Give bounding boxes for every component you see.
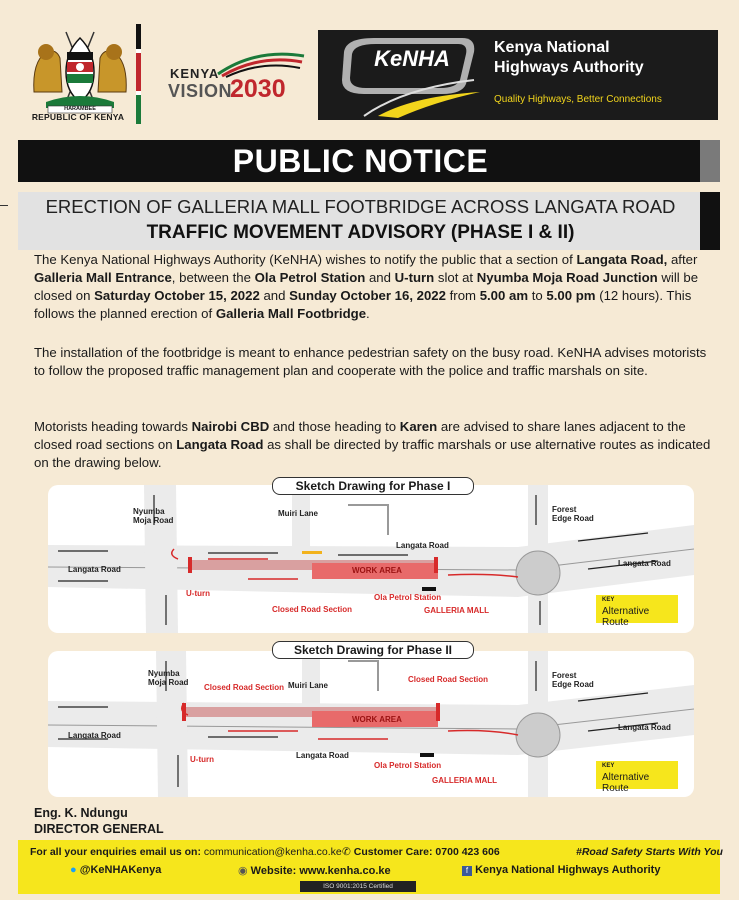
coat-motto: HARAMBEE xyxy=(64,106,96,112)
s2-galleria: GALLERIA MALL xyxy=(432,776,498,785)
s2-nyumba: Nyumba Moja Road xyxy=(148,669,189,687)
s2-muiri-lane: Muiri Lane xyxy=(288,681,329,690)
paragraph-closure xyxy=(34,251,714,323)
kenha-name xyxy=(494,38,714,78)
s2-langata-mid: Langata Road xyxy=(296,751,349,760)
footer-customer-care xyxy=(342,846,500,858)
vision-year: 2030 xyxy=(230,75,286,103)
s1-key xyxy=(596,595,678,628)
p1-run: Nyumba Moja Road Junction xyxy=(476,270,658,285)
kenha-name-line1: Kenya National xyxy=(494,39,610,56)
p3-run: are advised to share lanes adjacent to the closed road sections on xyxy=(34,419,686,452)
vision-kenya: KENYA xyxy=(170,66,220,81)
footer-customer-care-text: Customer Care: 0700 423 606 xyxy=(353,846,500,858)
p3-run: Nairobi CBD xyxy=(191,419,270,434)
p1-run: will be closed on xyxy=(34,270,699,303)
footer-twitter-handle: @KeNHAKenya xyxy=(79,864,162,876)
p1-run: 5.00 pm xyxy=(546,288,596,303)
s1-forest: Forest Edge Road xyxy=(552,505,594,523)
p1-run: after xyxy=(667,252,698,267)
notice-advisory: TRAFFIC MOVEMENT ADVISORY (PHASE I & II) xyxy=(146,222,575,243)
p1-run: Saturday October 15, 2022 xyxy=(94,288,260,303)
kenha-tagline: Quality Highways, Better Connections xyxy=(494,94,662,105)
p3-run: Motorists heading towards xyxy=(34,419,192,434)
s1-langata-right: Langata Road xyxy=(618,559,671,568)
p1-run: The Kenya National Highways Authority (KeNHA) wishes to notify the public that a section of xyxy=(34,252,577,267)
coat-caption: REPUBLIC OF KENYA xyxy=(31,112,125,122)
footer-website-text: Website: www.kenha.co.ke xyxy=(250,865,391,877)
vision-2030-logo xyxy=(168,44,308,104)
s1-work-area: WORK AREA xyxy=(352,566,402,575)
s1-galleria: GALLERIA MALL xyxy=(424,606,490,615)
kenha-logo-text: KeNHA xyxy=(374,46,450,71)
signatory-name: Eng. K. Ndungu xyxy=(34,806,128,820)
p1-run: Langata Road, xyxy=(576,252,668,267)
p1-run: 5.00 am xyxy=(479,288,529,303)
p1-run: U-turn xyxy=(394,270,435,285)
sketch-phase-2-label: Sketch Drawing for Phase II xyxy=(272,641,474,659)
p1-run: and xyxy=(365,270,395,285)
footer-hashtag xyxy=(576,846,723,858)
p1-run: to xyxy=(528,288,547,303)
footer-website[interactable] xyxy=(238,864,391,877)
s2-closed-right: Closed Road Section xyxy=(408,675,489,684)
p1-run: Galleria Mall Footbridge xyxy=(215,306,367,321)
s2-ola: Ola Petrol Station xyxy=(374,761,442,770)
kenha-logo xyxy=(334,32,484,118)
footer-email-link[interactable]: communication@kenha.co.ke xyxy=(203,846,342,858)
paragraph-safety: The installation of the footbridge is meant to enhance pedestrian safety on the busy road. KeNHA advises motorists to follow the proposed traffic management plan and cooperate with the police and traffic marshals on site. xyxy=(34,345,707,378)
iso-badge: ISO 9001:2015 Certified xyxy=(300,881,416,892)
sketch-phase-2 xyxy=(48,651,694,797)
s2-closed-left: Closed Road Section xyxy=(204,683,285,692)
footer-enquiries xyxy=(30,846,342,858)
notice-subtitle: ERECTION OF GALLERIA MALL FOOTBRIDGE ACROSS LANGATA ROAD xyxy=(45,196,676,217)
phone-icon: ✆ xyxy=(342,846,351,858)
p3-run: Langata Road xyxy=(176,437,264,452)
facebook-icon: f xyxy=(462,866,472,876)
p1-run: slot at xyxy=(434,270,477,285)
s2-langata-left: Langata Road xyxy=(68,731,121,740)
flag-stripe xyxy=(136,24,141,124)
coat-of-arms xyxy=(26,22,134,126)
footer-facebook-text: Kenya National Highways Authority xyxy=(475,864,661,876)
s1-uturn: U-turn xyxy=(186,589,210,598)
paragraph-motorists xyxy=(34,418,714,472)
p1-run: . xyxy=(366,306,370,321)
p1-run: Galleria Mall Entrance xyxy=(34,270,172,285)
sketch-phase-1-label: Sketch Drawing for Phase I xyxy=(272,477,474,495)
p3-run: and those heading to xyxy=(269,419,400,434)
s2-key xyxy=(596,761,678,794)
p1-run: from xyxy=(445,288,480,303)
sketch-phase-1 xyxy=(48,485,694,633)
s1-ola: Ola Petrol Station xyxy=(374,593,442,602)
globe-icon: ◉ xyxy=(238,865,248,877)
s2-langata-right: Langata Road xyxy=(618,723,671,732)
s2-key-alt: Alternative Route xyxy=(602,772,650,794)
s2-forest: Forest Edge Road xyxy=(552,671,594,689)
page-title: PUBLIC NOTICE xyxy=(232,143,489,179)
s2-key-title: KEY xyxy=(602,763,615,769)
s1-key-title: KEY xyxy=(602,597,615,603)
twitter-bird-icon: ● xyxy=(70,864,77,876)
signatory-title: DIRECTOR GENERAL xyxy=(34,822,164,836)
notice-bar-accent xyxy=(700,140,720,182)
s1-langata-left: Langata Road xyxy=(68,565,121,574)
s1-closed-section: Closed Road Section xyxy=(272,605,353,614)
p3-run: as shall be directed by traffic marshals or use alternative routes as indicated on the drawing below. xyxy=(34,437,711,470)
s1-nyumba: Nyumba Moja Road xyxy=(133,507,174,525)
footer-twitter[interactable] xyxy=(70,864,161,876)
p1-run: and xyxy=(259,288,290,303)
s1-muiri-lane: Muiri Lane xyxy=(278,509,319,518)
kenha-name-line2: Highways Authority xyxy=(494,59,644,76)
s1-key-alt: Alternative Route xyxy=(602,606,650,628)
p3-run: Karen xyxy=(399,419,438,434)
p1-run: Sunday October 16, 2022 xyxy=(289,288,446,303)
p1-run: (12 hours). This follows the planned erection of xyxy=(34,288,692,321)
s2-uturn: U-turn xyxy=(190,755,214,764)
p1-run: , between the xyxy=(171,270,255,285)
subtitle-band-accent xyxy=(700,192,720,250)
p1-run: Ola Petrol Station xyxy=(254,270,366,285)
footer-facebook[interactable] xyxy=(462,864,660,876)
footer-enquiries-label: For all your enquiries email us on: xyxy=(30,846,201,858)
vision-word: VISION xyxy=(168,81,233,101)
s2-work-area: WORK AREA xyxy=(352,715,402,724)
margin-mark xyxy=(0,205,8,206)
footer-hashtag-text: #Road Safety Starts With You xyxy=(576,846,723,858)
s1-langata-mid: Langata Road xyxy=(396,541,449,550)
